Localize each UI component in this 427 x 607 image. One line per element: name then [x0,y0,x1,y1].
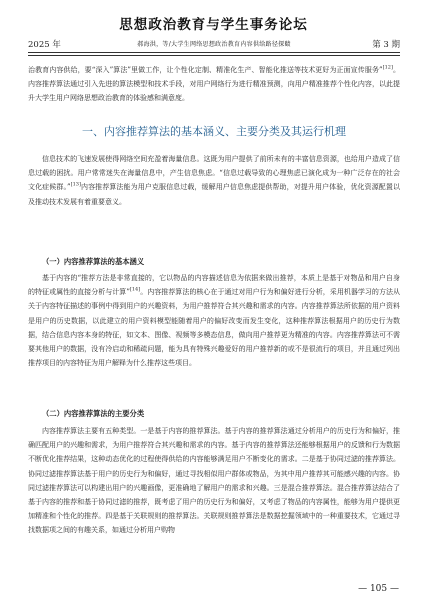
subsection1-paragraph [28,271,400,370]
header-issue: 第 3 期 [372,40,400,50]
header-rule-top [28,52,400,53]
header-running-title: 郝海洪，等/大学生网络思想政治教育内容供给路径探赜 [137,41,291,48]
section-text: 信息技术的飞速发展使得网络空间充盈着海量信息。这既为用户提供了前所未有的丰富信息资源，也给用户造成了信息过载的困扰。用户常常迷失在海量信息中，产生信息焦虑。“信息过载导致的心理焦虑已演化成为一种广泛存在的社会文化症候群。” [28,155,400,192]
subsection-heading-2: （二）内容推荐算法的主要分类 [42,409,145,418]
citation: [12] [382,64,393,71]
intro-text-cont: 。内容推荐算法通过引入先进的算法模型和技术手段，对用户网络行为进行精准预测，向用户精准推荐个性化内容，以此提升大学生用户网络思想政治教育的体验感和满意度。 [28,66,400,103]
header-year: 2025 年 [28,40,61,50]
intro-text-block [28,63,400,106]
section-heading: 一、内容推荐算法的基本涵义、主要分类及其运行机理 [82,125,346,138]
section-text-block [28,152,400,209]
subsection2-text-block [28,424,400,538]
header-rule-bottom [28,55,400,56]
citation: [14] [129,286,141,293]
intro-paragraph [28,63,400,106]
subsection1-text-block [28,271,400,370]
citation: [13] [70,182,81,189]
page-number: — 105 — [358,584,399,594]
running-header [28,38,400,50]
section-text-cont: 内容推荐算法能为用户克服信息过载，缓解用户信息焦虑提供帮助，对提升用户体验，优化资源配置以及推动技术发展有着重要意义。 [28,183,400,206]
subsection-heading-1: （一）内容推荐算法的基本涵义 [42,257,145,266]
subsection1-text-cont: 。内容推荐算法的核心在于通过对用户行为和偏好进行分析，采用机器学习的方法从关于内容特征描述的事例中得到用户的兴趣资料，为用户推荐符合其兴趣和需求的内容。内容推荐算法所依据的用户资料是用户的历史数据，以此建立的用户资料模型能随着用户的偏好改变而发生变化，这种推荐算法根据用户的历史行为数据，结合信息内容本身的特征，如文本、图像、视频等多模态信息，做向用户推荐更为精准的内容。内容推荐算法可不需要其他用户的数据，没有冷启动和稀疏问题，能为具有特殊兴趣爱好的用户推荐新的或不是很流行的项目，并且通过列出推荐项目的内容特征为用户解释为什么推荐这些项目。 [28,288,400,368]
subsection1-text: 基于内容的“推荐方法是非常直接的，它以物品的内容描述信息为依据来做出推荐，本质上是基于对物品和用户自身的特征或属性的直接分析与计算” [28,274,400,297]
section-paragraph [28,152,400,209]
intro-text: 治教育内容供给，要“深入”算法”里做工作，让个性化定制、精准化生产、智能化推送等技术更好为正面宣传服务” [28,66,383,74]
journal-title: 思想政治教育与学生事务论坛 [119,17,308,33]
subsection2-paragraph: 内容推荐算法主要有五种类型。一是基于内容的推荐算法。基于内容的推荐算法通过分析用户的历史行为和偏好，推确匹配用户的兴趣和需求，为用户推荐符合其兴趣和需求的内容。基于内容的推荐算法还能够根据用户的反馈和行为数据不断优化推荐结果，这种动态优化的过程使得供给的内容能够满足用户不断变化的需求。二是基于协同过滤的推荐算法。协同过滤推荐算法基于用户的历史行为和偏好，通过寻找相似用户群体或物品，为其中用户推荐其可能感兴趣的内容。协同过滤推荐算法可以构建出用户的兴趣画像，更准确地了解用户的需求和兴趣。三是混合推荐算法。混合推荐算法结合了基于内容的推荐和基于协同过滤的推荐，既考虑了用户的历史行为和偏好，又考虑了物品的内容属性，能够为用户提供更加精准和个性化的推荐。四是基于关联规则的推荐算法。关联规则推荐算法是数据挖掘领域中的一种重要技术，它通过寻找数据项之间的有趣关系，如通过分析用户购物 [28,427,400,535]
